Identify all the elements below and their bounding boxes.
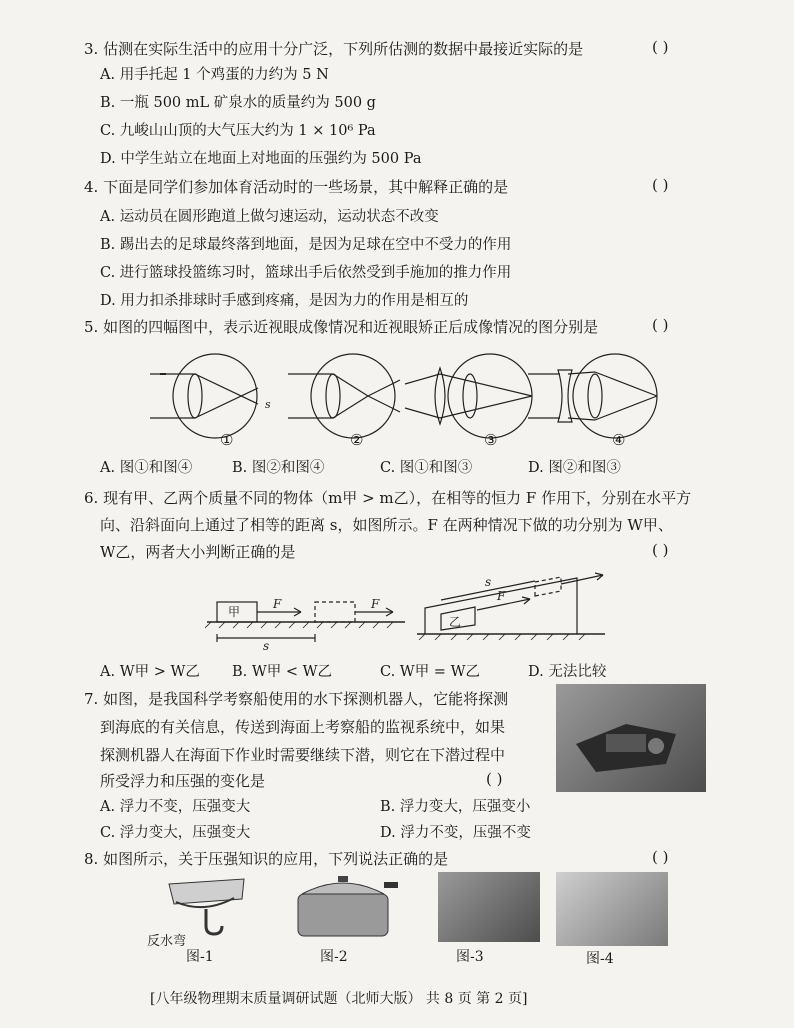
q4-stem: 4. 下面是同学们参加体育活动时的一些场景，其中解释正确的是 <box>84 178 509 196</box>
q8-fig-label-3: 图-3 <box>456 949 484 965</box>
q7-option-d: D. 浮力不变，压强不变 <box>380 825 531 841</box>
q8-fig-label-1: 图-1 <box>186 949 214 965</box>
underwater-robot-icon <box>556 684 706 792</box>
q5-fig-label-2: ② <box>350 431 364 449</box>
q8-fig-label-4: 图-4 <box>586 951 614 967</box>
q3-stem: 3. 估测在实际生活中的应用十分广泛，下列所估测的数据中最接近实际的是 <box>84 40 584 58</box>
q8-answer-paren: ( ) <box>652 848 669 866</box>
q7-stem-line-2: 到海底的有关信息，传送到海面上考察船的监视系统中，如果 <box>100 718 506 736</box>
q6-force-label-3: F <box>497 589 506 603</box>
q6-option-c: C. W甲 = W乙 <box>380 664 480 680</box>
q5-option-d: D. 图②和图③ <box>528 460 621 476</box>
q7-robot-photo <box>556 684 706 792</box>
q7-option-a: A. 浮力不变，压强变大 <box>100 799 251 815</box>
knife-scissors-photo <box>556 872 668 946</box>
q6-block-b-label: 乙 <box>449 615 462 629</box>
q7-option-c: C. 浮力变大，压强变大 <box>100 825 251 841</box>
q5-s-label: s <box>265 398 271 411</box>
q5-fig-label-4: ④ <box>612 431 626 449</box>
eye-diagram-3 <box>405 354 532 438</box>
q6-dist-label-1: s <box>263 639 270 650</box>
q5-option-a: A. 图①和图④ <box>100 460 193 476</box>
q6-block-a-label: 甲 <box>228 605 241 619</box>
q3-answer-paren: ( ) <box>652 38 669 56</box>
q6-stem-line-3: W乙，两者大小判断正确的是 <box>100 543 296 561</box>
q5-option-c: C. 图①和图③ <box>380 460 473 476</box>
q6-option-b: B. W甲 < W乙 <box>232 664 333 680</box>
q6-dist-label-2: s <box>485 575 492 589</box>
q6-force-label-1: F <box>273 597 282 611</box>
q7-stem-line-1: 7. 如图，是我国科学考察船使用的水下探测机器人，它能将探测 <box>84 690 509 708</box>
q5-option-b: B. 图②和图④ <box>232 460 325 476</box>
q5-eye-diagrams <box>100 344 660 448</box>
q3-option-b: B. 一瓶 500 mL 矿泉水的质量约为 500 g <box>100 95 376 111</box>
q6-stem-line-1: 6. 现有甲、乙两个质量不同的物体（m甲 > m乙），在相等的恒力 F 作用下，分别在水平方 <box>84 489 692 507</box>
q8-fig-label-2: 图-2 <box>320 949 348 965</box>
q7-option-b: B. 浮力变大，压强变小 <box>380 799 531 815</box>
q4-option-c: C. 进行篮球投篮练习时，篮球出手后依然受到手施加的推力作用 <box>100 265 512 281</box>
q6-option-d: D. 无法比较 <box>528 664 607 680</box>
q7-stem-line-4: 所受浮力和压强的变化是 <box>100 772 266 790</box>
sink-trap-label: 反水弯 <box>147 934 187 949</box>
q3-option-c: C. 九峻山山顶的大气压大约为 1 × 10⁶ Pa <box>100 123 376 139</box>
q4-answer-paren: ( ) <box>652 176 669 194</box>
q5-answer-paren: ( ) <box>652 316 669 334</box>
q5-stem: 5. 如图的四幅图中，表示近视眼成像情况和近视眼矫正后成像情况的图分别是 <box>84 318 599 336</box>
pressure-cooker-image <box>288 872 398 942</box>
eye-diagram-2 <box>288 354 400 438</box>
q7-stem-line-3: 探测机器人在海面下作业时需要继续下潜，则它在下潜过程中 <box>100 746 506 764</box>
q8-stem: 8. 如图所示，关于压强知识的应用，下列说法正确的是 <box>84 850 449 868</box>
eye-diagram-4 <box>528 354 657 438</box>
q6-force-diagrams <box>205 570 705 650</box>
q5-fig-label-3: ③ <box>484 431 498 449</box>
eye-diagram-1 <box>150 354 258 438</box>
q3-option-d: D. 中学生站立在地面上对地面的压强约为 500 Pa <box>100 151 422 167</box>
q6-answer-paren: ( ) <box>652 541 669 559</box>
page-footer: [八年级物理期末质量调研试题（北师大版） 共 8 页 第 2 页] <box>150 991 528 1007</box>
q6-stem-line-2: 向、沿斜面向上通过了相等的距离 s，如图所示。F 在两种情况下做的功分别为 W甲、 <box>100 516 673 534</box>
q7-answer-paren: ( ) <box>486 770 503 788</box>
q4-option-d: D. 用力扣杀排球时手感到疼痛，是因为力的作用是相互的 <box>100 293 469 309</box>
stove-hood-photo <box>438 872 540 942</box>
q4-option-a: A. 运动员在圆形跑道上做匀速运动，运动状态不改变 <box>100 209 439 225</box>
q5-fig-label-1: ① <box>220 431 234 449</box>
q3-option-a: A. 用手托起 1 个鸡蛋的力约为 5 N <box>100 67 329 83</box>
q6-force-label-2: F <box>371 597 380 611</box>
q6-option-a: A. W甲 > W乙 <box>100 664 200 680</box>
q4-option-b: B. 踢出去的足球最终落到地面，是因为足球在空中不受力的作用 <box>100 237 512 253</box>
